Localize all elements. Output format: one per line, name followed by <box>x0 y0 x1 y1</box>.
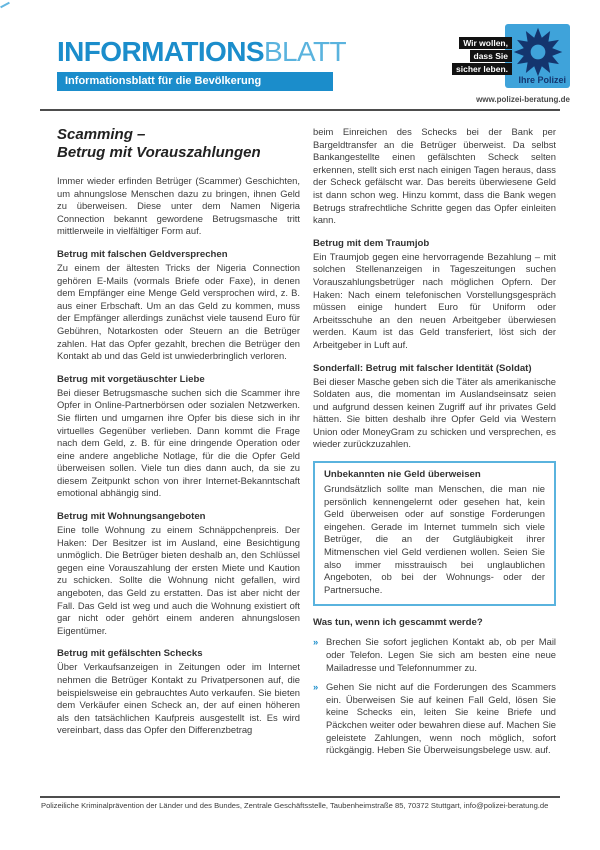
masthead-title-light: BLATT <box>263 36 346 67</box>
advice-bullet-text: Gehen Sie nicht auf die Forderungen des Scammers ein. Überweisen Sie auf keinen Fall Geld, lösen Sie keine Schecks ein, leiten Sie keine Briefe und Päckchen weiter oder bewahren diese auf. Machen Sie geleistete Zahlungen, wenn noch möglich, sofort rückgängig. Heben Sie Überweisungsbelege usw. auf. <box>326 681 556 756</box>
logo-slogan <box>452 37 512 76</box>
info-box-body: Grundsätzlich sollte man Menschen, die man nie persönlich kennengelernt oder gesehen hat, kein Geld überweisen oder auf sonstige Forderungen eingehen. Gerade im Internet tummeln sich viele Betrüger, die an der Gutgläubigkeit ihrer Mitmenschen viel Geld verdienen wollen. Seien Sie also immer misstrauisch bei unglaublichen Angeboten, ob bei der Wohnungs- oder der Partnersuche. <box>324 483 545 595</box>
left-column <box>57 126 300 737</box>
slogan-line: Wir wollen, <box>459 37 512 49</box>
slogan-line: sicher leben. <box>452 63 512 75</box>
section-body: Bei dieser Betrugsmasche suchen sich die Scammer ihre Opfer in Online-Partnerbörsen oder sozialen Netzwerken. Sie flirten und umgarnen ihre Opfer bis diese sich in ihr virtuelles Gegenüber verlieben. Dann kommt die Frage nach dem Geld, z. B. für eine dringende Operation oder eine andere angebliche Notlage, für die die Opfer Geld überweisen sollen. Viele tun dies dann auch, da sie zu diesem Zeitpunkt schon von ihrer Internet-Bekanntschaft emotional abhängig sind. <box>57 386 300 499</box>
section-heading: Sonderfall: Betrug mit falscher Identität (Soldat) <box>313 362 532 374</box>
bullet-marker-icon: » <box>313 681 319 693</box>
section-heading: Betrug mit vorgetäuschter Liebe <box>57 373 205 385</box>
article-title-line1: Scamming – <box>57 126 146 143</box>
section-heading: Betrug mit gefälschten Schecks <box>57 648 203 660</box>
masthead-title <box>57 36 346 68</box>
section-body: Über Verkaufsanzeigen in Zeitungen oder im Internet nehmen die Betrüger Kontakt zu Privatpersonen auf, die beispielsweise ein gebrauchtes Auto verkaufen. Sie bieten dem Verkäufer einen Scheck an, der auf einen höheren als den tatsächlichen Kaufpreis ausgestellt ist. Es wird vereinbart, dass das Opfer den Differenzbetrag <box>57 661 300 736</box>
section-heading: Betrug mit Wohnungsangeboten <box>57 511 206 523</box>
bullet-marker-icon: » <box>313 636 319 648</box>
masthead-title-bold: INFORMATIONS <box>57 36 264 67</box>
continuation-paragraph: beim Einreichen des Schecks bei der Bank per Bargeldtransfer an die Betrüger überweist. Da selbst Bankangestellte einen gefälschten Scheck selten erkennen, stellt sich erst nach einigen Tagen heraus, dass der Scheck gefälscht war. Das bereits überwiesene Geld ist dann schon weg. Hinzu kommt, dass die Bank wegen Betrugs strafrechtliche Schritte gegen das Opfer einleiten kann. <box>313 126 556 226</box>
police-logo <box>505 24 570 88</box>
footer-imprint: Polizeiliche Kriminalprävention der Länder und des Bundes, Zentrale Geschäftsstelle, Taubenheimstraße 85, 70372 Stuttgart, info@polizei-beratung.de <box>41 801 549 810</box>
section-heading: Betrug mit dem Traumjob <box>313 237 430 249</box>
section-heading: Betrug mit falschen Geldversprechen <box>57 248 228 260</box>
slogan-line: dass Sie <box>470 50 513 62</box>
section-body: Bei dieser Masche geben sich die Täter als amerikanische Soldaten aus, die momentan im Auslandseinsatz seien und aufgrund dessen keinen Zugriff auf ihr privates Geld hätten. Sie bitten deshalb ihre Opfer Geld via Western Union oder MoneyGram zu schicken und versprechen, es wieder zurückzuzahlen. <box>313 375 556 450</box>
website-url: www.polizei-beratung.de <box>476 95 570 104</box>
right-column <box>313 126 556 757</box>
warning-info-box <box>313 461 556 606</box>
footer-divider <box>40 796 560 798</box>
advice-bullet-text: Brechen Sie sofort jeglichen Kontakt ab, ob per Mail oder Telefon. Legen Sie sich am besten eine neue Mailadresse und Telefonnummer zu. <box>326 636 556 673</box>
article-title-line2: Betrug mit Vorauszahlungen <box>57 144 261 161</box>
print-registration-mark <box>0 2 10 8</box>
section-body: Ein Traumjob gegen eine hervorragende Bezahlung – mit solchen Stellenanzeigen in Tageszeitungen suchen Vorauszahlungsbetrüger nach möglichen Opfern. Der Haken: Nach einem telefonischen Vorstellungsgespräch müssen einige hundert Euro für Uniform oder Arbeitsschuhe an den neuen Arbeitgeber überwiesen werden. Kaum ist das Geld transferiert, löst sich der Arbeitgeber in Luft auf. <box>313 250 556 350</box>
advice-bullet <box>313 681 556 757</box>
advice-heading: Was tun, wenn ich gescammt werde? <box>313 617 483 629</box>
article-title <box>57 126 300 162</box>
logo-brand-text: Ihre Polizei <box>518 75 566 85</box>
police-star-icon <box>512 26 564 78</box>
advice-bullet <box>313 636 556 674</box>
info-box-heading: Unbekannten nie Geld überweisen <box>324 469 481 481</box>
masthead-subtitle-bar: Informationsblatt für die Bevölkerung <box>57 72 333 91</box>
intro-paragraph: Immer wieder erfinden Betrüger (Scammer) Geschichten, um ahnungslose Menschen dazu zu bringen, ihnen Geld zu überweisen. Diese unter dem Namen Nigeria Connection bekannt gewordene Betrugsmasche tritt mittlerweile in vielfältiger Form auf. <box>57 175 300 237</box>
section-body: Zu einem der ältesten Tricks der Nigeria Connection gehören E-Mails (vormals Briefe oder Faxe), in denen dem Empfänger eine Menge Geld versprochen wird, z. B. aus einer Erbschaft. Um an das Geld zu kommen, muss der Empfänger allerdings zunächst viele tausend Euro für Gebühren, Notarkosten oder Steuern an die Betrüger zahlen. Hat das Opfer gezahlt, brechen die Betrüger den Kontakt ab und das Geld ist unwiederbringlich verloren. <box>57 261 300 362</box>
section-body: Eine tolle Wohnung zu einem Schnäppchenpreis. Der Haken: Der Besitzer ist im Ausland, eine Besichtigung unmöglich. Die Betrüger bieten deshalb an, den Schlüssel gegen eine Vorauszahlung der ersten Miete und Kaution zu schicken. Sollte die Wohnung nicht gefallen, wird angeboten, das Geld zu erstatten. Das ist aber nicht der Fall. Das Geld ist weg und auch die Wohnung existiert oft gar nicht oder gehört einem anderen ahnungslosen Eigentümer. <box>57 524 300 636</box>
header-divider <box>40 109 560 111</box>
